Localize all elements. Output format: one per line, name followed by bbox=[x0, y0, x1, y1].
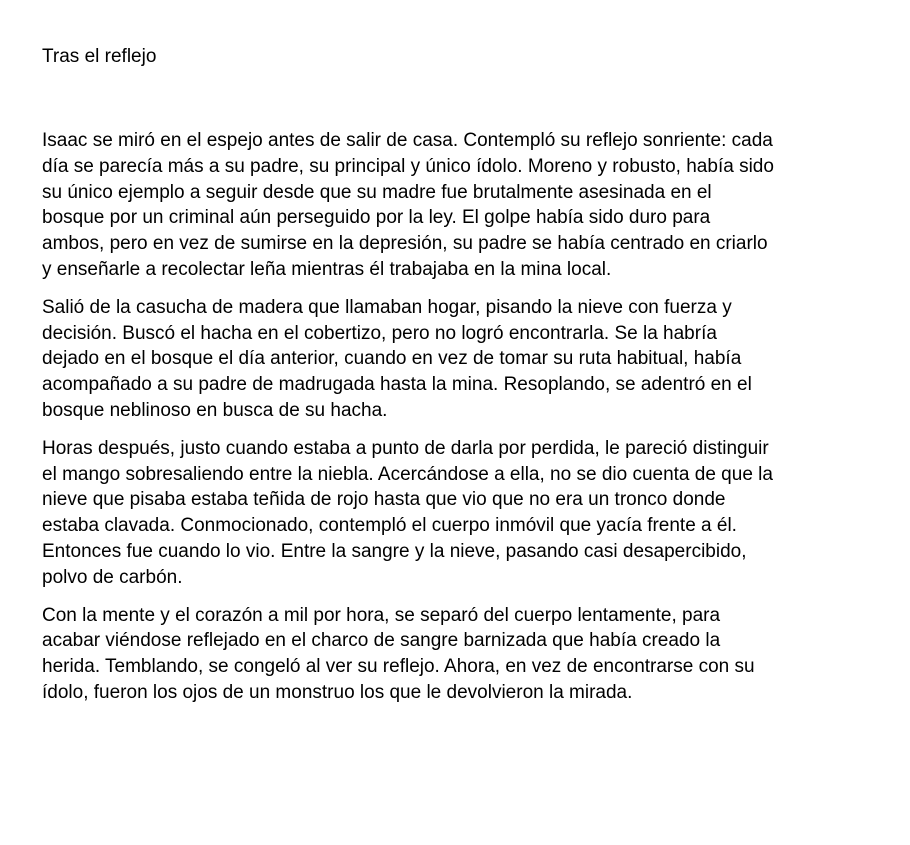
text-line: dejado en el bosque el día anterior, cuando en vez de tomar su ruta habitual, había bbox=[42, 348, 742, 370]
text-line: Isaac se miró en el espejo antes de salir de casa. Contempló su reflejo sonriente: cada bbox=[42, 130, 773, 151]
document-title: Tras el reflejo bbox=[42, 46, 157, 67]
text-line: acabar viéndose reflejado en el charco de sangre barnizada que había creado la bbox=[42, 630, 721, 652]
paragraph-2 bbox=[42, 295, 872, 424]
text-line: día se parecía más a su padre, su principal y único ídolo. Moreno y robusto, había sido bbox=[42, 155, 774, 177]
text-line: su único ejemplo a seguir desde que su madre fue brutalmente asesinada en el bbox=[42, 181, 712, 203]
text-line: acompañado a su padre de madrugada hasta la mina. Resoplando, se adentró en el bbox=[42, 374, 752, 396]
text-line: Entonces fue cuando lo vio. Entre la sangre y la nieve, pasando casi desapercibido, bbox=[42, 540, 747, 562]
text-line: decisión. Buscó el hacha en el cobertizo, pero no logró encontrarla. Se la habría bbox=[42, 322, 717, 344]
text-line: y enseñarle a recolectar leña mientras él trabajaba en la mina local. bbox=[42, 258, 612, 280]
text-line: polvo de carbón. bbox=[42, 566, 183, 588]
paragraph-1 bbox=[42, 128, 872, 283]
text-line: Salió de la casucha de madera que llamaban hogar, pisando la nieve con fuerza y bbox=[42, 296, 732, 318]
document-body bbox=[42, 128, 872, 718]
text-line: bosque neblinoso en busca de su hacha. bbox=[42, 399, 388, 421]
paragraph-4 bbox=[42, 603, 872, 706]
text-line: bosque por un criminal aún perseguido por la ley. El golpe había sido duro para bbox=[42, 207, 711, 229]
text-line: estaba clavada. Conmocionado, contempló el cuerpo inmóvil que yacía frente a él. bbox=[42, 515, 737, 537]
paragraph-3 bbox=[42, 436, 872, 591]
text-line: Horas después, justo cuando estaba a punto de darla por perdida, le pareció distinguir bbox=[42, 437, 769, 459]
text-line: herida. Temblando, se congeló al ver su reflejo. Ahora, en vez de encontrarse con su bbox=[42, 656, 755, 678]
text-line: ambos, pero en vez de sumirse en la depresión, su padre se había centrado en criarlo bbox=[42, 233, 768, 255]
text-line: nieve que pisaba estaba teñida de rojo hasta que vio que no era un tronco donde bbox=[42, 489, 726, 511]
text-line: ídolo, fueron los ojos de un monstruo los que le devolvieron la mirada. bbox=[42, 681, 633, 703]
text-line: Con la mente y el corazón a mil por hora, se separó del cuerpo lentamente, para bbox=[42, 604, 721, 626]
text-line: el mango sobresaliendo entre la niebla. Acercándose a ella, no se dio cuenta de que la bbox=[42, 463, 773, 485]
